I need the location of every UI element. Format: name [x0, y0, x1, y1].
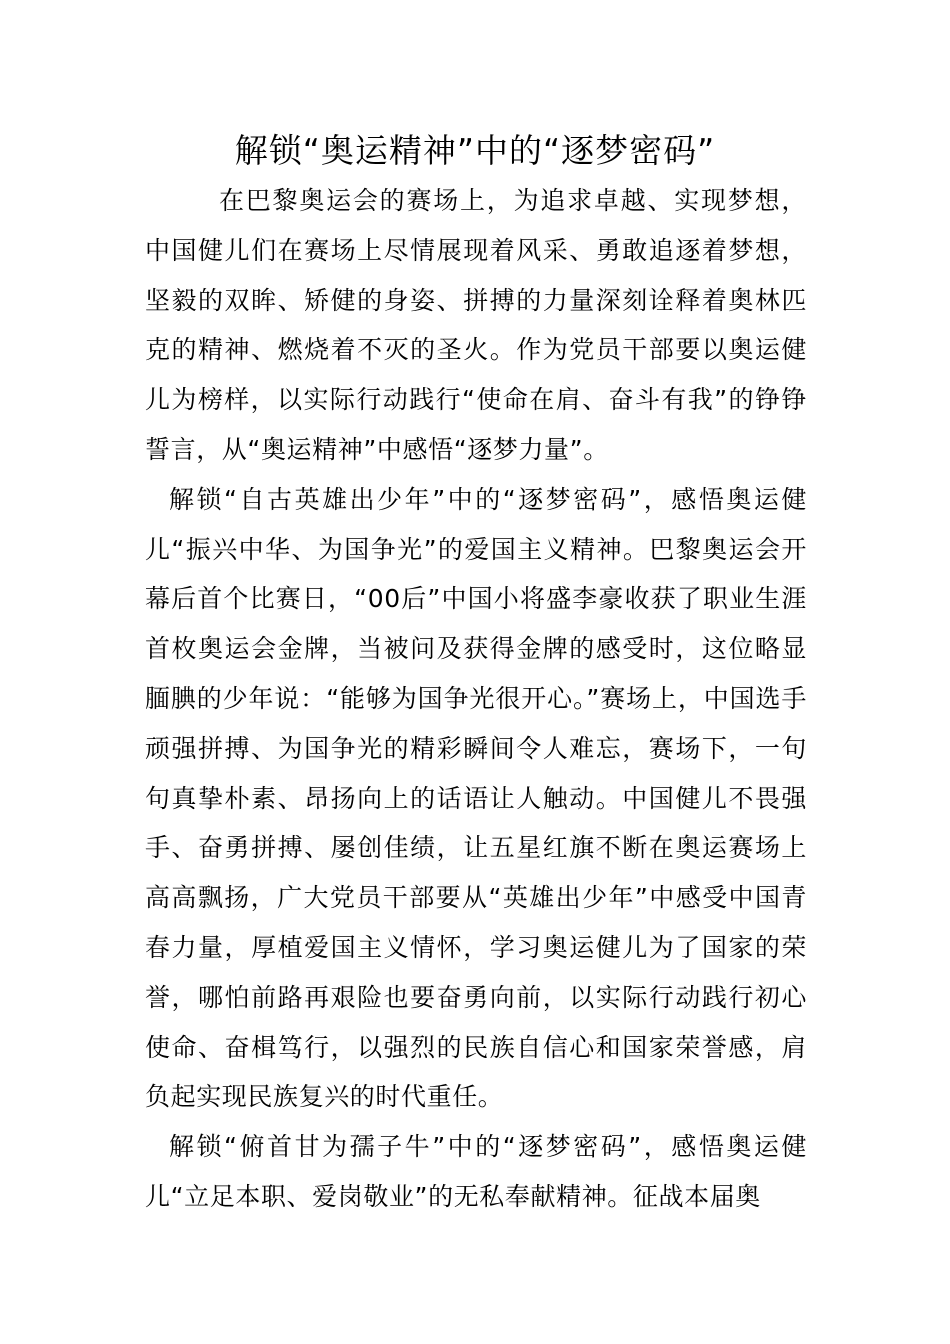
paragraph-patriotism: 解锁“自古英雄出少年”中的“逐梦密码”，感悟奥运健儿“振兴中华、为国争光”的爱国主义精神。巴黎奥运会开幕后首个比赛日，“00后”中国小将盛李豪收获了职业生涯首枚奥运会金牌，当被问及获得金牌的感受时，这位略显腼腆的少年说：“能够为国争光很开心。”赛场上，中国选手顽强拼搏、为国争光的精彩瞬间令人难忘，赛场下，一句句真挚朴素、昂扬向上的话语让人触动。中国健儿不畏强手、奋勇拼搏、屡创佳绩，让五星红旗不断在奥运赛场上高高飘扬，广大党员干部要从“英雄出少年”中感受中国青春力量，厚植爱国主义情怀，学习奥运健儿为了国家的荣誉，哪怕前路再艰险也要奋勇向前，以实际行动践行初心使命、奋楫笃行，以强烈的民族自信心和国家荣誉感，肩负起实现民族复兴的时代重任。 — [145, 484, 807, 1112]
document-title: 解锁“奥运精神”中的“逐梦密码” — [234, 131, 716, 170]
paragraph-intro: 在巴黎奥运会的赛场上，为追求卓越、实现梦想，中国健儿们在赛场上尽情展现着风采、勇敢追逐着梦想，坚毅的双眸、矫健的身姿、拼搏的力量深刻诠释着奥林匹克的精神、燃烧着不灭的圣火。作为党员干部要以奥运健儿为榜样，以实际行动践行“使命在肩、奋斗有我”的铮铮誓言，从“奥运精神”中感悟“逐梦力量”。 — [145, 186, 807, 464]
paragraph-dedication: 解锁“俯首甘为孺子牛”中的“逐梦密码”，感悟奥运健儿“立足本职、爱岗敬业”的无私奉献精神。征战本届奥 — [145, 1132, 807, 1211]
document-body — [145, 176, 807, 1222]
